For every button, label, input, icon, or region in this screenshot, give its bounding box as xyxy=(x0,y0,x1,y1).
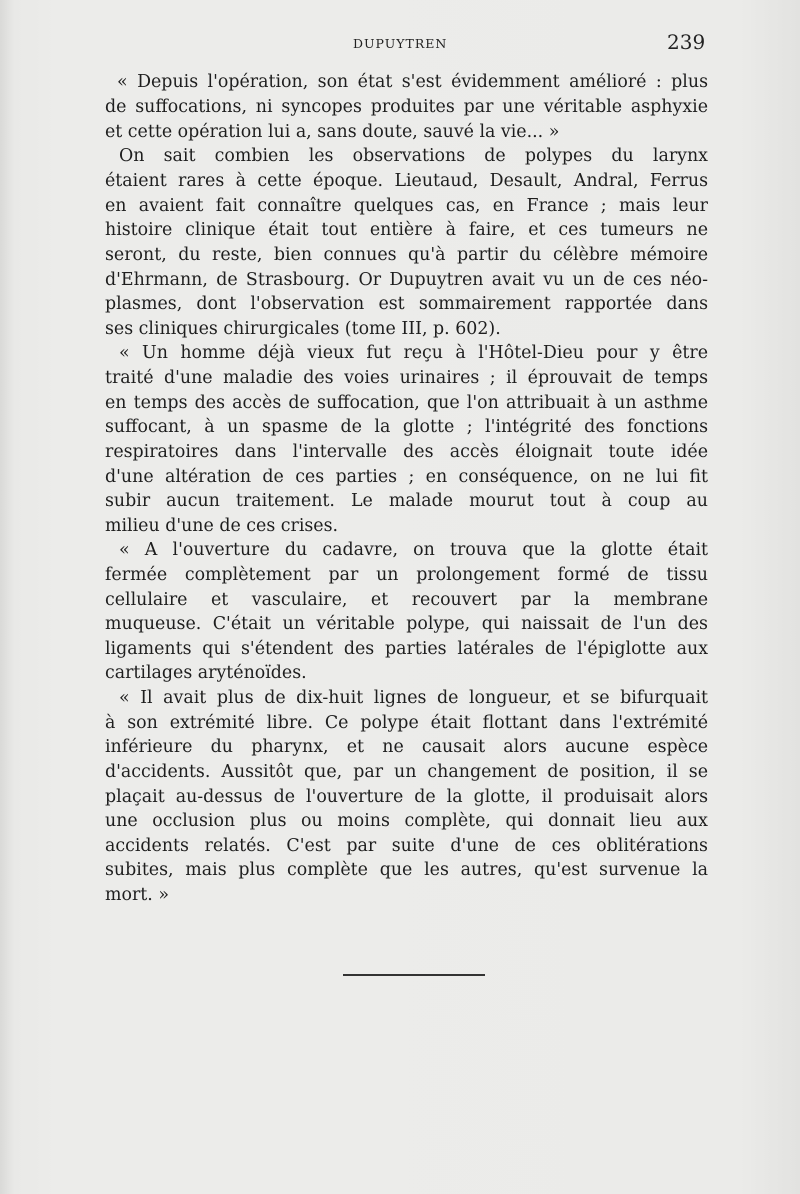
text-line: « Un homme déjà vieux fut reçu à l'Hôtel-Dieu pour y être xyxy=(119,343,708,363)
text-line: d'Ehrmann, de Strasbourg. Or Dupuytren avait vu un de ces néo- xyxy=(105,270,708,290)
text-line: muqueuse. C'était un véritable polype, qui naissait de l'un des xyxy=(105,614,708,634)
text-line: histoire clinique était tout entière à faire, et ces tumeurs ne xyxy=(105,220,708,240)
text-line: respiratoires dans l'intervalle des accès éloignait toute idée xyxy=(105,442,708,462)
text-line: étaient rares à cette époque. Lieutaud, Desault, Andral, Ferrus xyxy=(105,171,708,191)
text-line: « Il avait plus de dix-huit lignes de longueur, et se bifurquait xyxy=(119,688,708,708)
page-number: 239 xyxy=(667,30,706,54)
text-line: en temps des accès de suffocation, que l'on attribuait à un asthme xyxy=(105,393,708,413)
text-line: d'une altération de ces parties ; en conséquence, on ne lui fit xyxy=(105,467,708,487)
text-line: « A l'ouverture du cadavre, on trouva que la glotte était xyxy=(119,540,708,560)
text-line: cartilages aryténoïdes. xyxy=(105,663,307,683)
text-line: ses cliniques chirurgicales (tome III, p. 602). xyxy=(105,319,501,339)
text-line: subites, mais plus complète que les autres, qu'est survenue la xyxy=(105,860,708,880)
running-head-title: DUPUYTREN xyxy=(353,36,448,51)
text-line: d'accidents. Aussitôt que, par un changement de position, il se xyxy=(105,762,708,782)
text-line: seront, du reste, bien connues qu'à partir du célèbre mémoire xyxy=(105,245,708,265)
text-line: suffocant, à un spasme de la glotte ; l'intégrité des fonctions xyxy=(105,417,708,437)
text-line: traité d'une maladie des voies urinaires ; il éprouvait de temps xyxy=(105,368,708,388)
text-line: en avaient fait connaître quelques cas, en France ; mais leur xyxy=(105,196,708,216)
text-line: accidents relatés. C'est par suite d'une de ces oblitérations xyxy=(105,836,708,856)
text-line: inférieure du pharynx, et ne causait alors aucune espèce xyxy=(105,737,708,757)
running-head xyxy=(0,30,800,60)
text-line: subir aucun traitement. Le malade mourut tout à coup au xyxy=(105,491,708,511)
text-line: milieu d'une de ces crises. xyxy=(105,516,339,536)
text-line: plaçait au-dessus de l'ouverture de la glotte, il produisait alors xyxy=(105,787,708,807)
text-line: fermée complètement par un prolongement formé de tissu xyxy=(105,565,708,585)
text-line: ligaments qui s'étendent des parties latérales de l'épiglotte aux xyxy=(105,639,708,659)
text-line: plasmes, dont l'observation est sommairement rapportée dans xyxy=(105,294,708,314)
text-line: « Depuis l'opération, son état s'est évidemment amélioré : plus xyxy=(117,72,708,92)
text-line: On sait combien les observations de polypes du larynx xyxy=(119,146,708,166)
text-line: mort. » xyxy=(105,885,169,905)
text-line: de suffocations, ni syncopes produites par une véritable asphyxie xyxy=(105,97,708,117)
text-line: une occlusion plus ou moins complète, qui donnait lieu aux xyxy=(105,811,708,831)
section-end-rule xyxy=(343,974,485,976)
text-line: cellulaire et vasculaire, et recouvert par la membrane xyxy=(105,590,708,610)
text-line: à son extrémité libre. Ce polype était flottant dans l'extrémité xyxy=(105,713,708,733)
text-line: et cette opération lui a, sans doute, sauvé la vie... » xyxy=(105,122,560,142)
